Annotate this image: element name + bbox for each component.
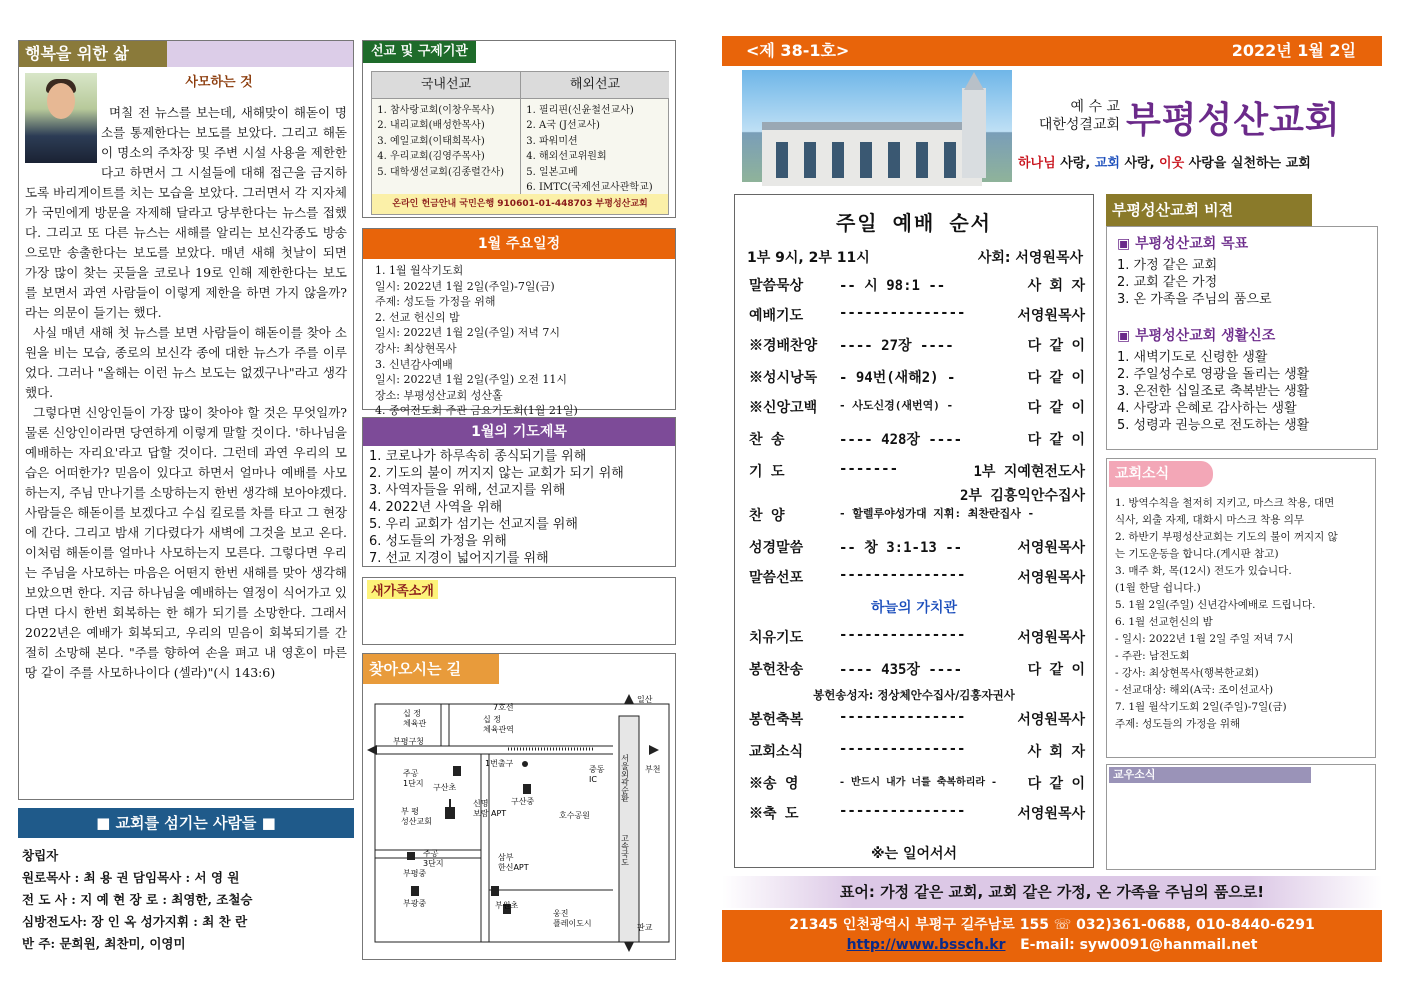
tower-shape (962, 88, 986, 178)
news-line: 1. 방역수칙을 철저히 지키고, 마스크 착용, 대면 (1115, 497, 1335, 509)
creed-item: 1. 새벽기도로 신령한 생활 (1117, 350, 1268, 365)
worship-item-detail: -- 시 98:1 -- (839, 278, 946, 294)
worship-item-detail: - 할렐루야성가대 지휘: 최찬란집사 - (839, 507, 1035, 520)
slogan-part: 사랑, (1055, 156, 1095, 171)
map-label-gucheong: 부평구청 (393, 737, 424, 746)
schedule-line: 일시: 2022년 1월 2일(주일) 저녁 7시 (375, 326, 561, 340)
map-label-bugwangjung: 부광중 (403, 899, 427, 908)
worship-row (749, 567, 1085, 591)
essay-header: 행복을 위한 삶 (19, 41, 173, 67)
new-family-header: 새가족소개 (367, 580, 438, 599)
schedule-line: 주제: 성도들 가정을 위해 (375, 295, 496, 309)
creed-title: ▣ 부평성산교회 생활신조 (1117, 328, 1276, 344)
map-label-juan1: 주공 1단지 (403, 769, 424, 788)
prayer-item: 1. 코로나가 하루속히 종식되기를 위해 (369, 449, 587, 464)
worship-item-leader: 서영원목사 (1017, 570, 1085, 586)
schedule-line: 3. 신년감사예배 (375, 357, 453, 371)
church-building-photo (742, 70, 1012, 182)
vision-header: 부평성산교회 비젼 (1106, 194, 1312, 226)
worship-item-label: 성경말씀 (749, 540, 804, 556)
worship-row (749, 773, 1085, 797)
worship-item-detail: - 사도신경(새번역) - (839, 399, 954, 412)
arrow-right-icon (649, 745, 659, 755)
worship-item-leader: 다 같 이 (1027, 662, 1085, 678)
staff-line: 원로목사 : 최 용 권 담임목사 : 서 영 원 (22, 870, 240, 885)
creed-list (1117, 349, 1309, 434)
issue-date: 2022년 1월 2일 (1231, 41, 1356, 60)
goal-item: 2. 교회 같은 가정 (1117, 275, 1218, 290)
worship-row (749, 627, 1085, 651)
news-line: - 주관: 남전도회 (1115, 650, 1190, 662)
offering-account: 온라인 헌금안내 국민은행 910601-01-448703 부평성산교회 (372, 194, 668, 214)
school-marker-icon (411, 886, 419, 896)
worship-item-label: ※축 도 (749, 806, 799, 822)
stand-note: ※는 일어서서 (870, 846, 958, 862)
map-label-gusanjung: 구산중 (511, 797, 535, 806)
overseas-column (520, 72, 669, 208)
worship-row (749, 275, 1085, 299)
worship-item-leader: 다 같 이 (1027, 400, 1085, 416)
worship-item-detail: -- 창 3:1-13 -- (839, 540, 963, 556)
issue-number: <제 38-1호> (746, 41, 850, 60)
prayer-header: 1월의 기도제목 (363, 418, 675, 446)
contact-line (722, 937, 1382, 953)
members-news-panel (1106, 764, 1376, 870)
creed-item: 3. 온전한 십일조로 축복받는 생활 (1117, 384, 1310, 399)
schedule-line: 강사: 최상현목사 (375, 341, 457, 355)
overseas-item: 3. 파워미션 (539, 134, 669, 149)
map-label-church: 부 평 성산교회 (401, 807, 432, 826)
map-label-exit1: 1번출구 (485, 759, 514, 768)
goal-list (1117, 257, 1272, 308)
address-bar (722, 910, 1382, 962)
essay-paragraph: 그렇다면 신앙인들이 가장 많이 찾아야 할 것은 무엇일까? 물론 신앙인이라면 당연하게 이렇게 말할 것이다. '하나님을 예배하는 자리요'라고 답할 것이다. 그런데 과연 우리의 모습은 어떠한가? 믿음이 있다고 하면서 얼마나 예배를 사모하는지, 주님 만나기를 소망하는지 한번 생각해 보아야겠다. 사람들은 해돋이를 보겠다고 수십 킬로를 차를 타고 그 현장에 간다. 그리고 밤새 기다렸다가 새벽에 그것을 보고 온다. 이처럼 해돋이를 얼마나 사모하는지 모른다. 그렇다면 우리는 주님을 사모하는 마음은 어떤지 한번 새해를 맞아 생각해 보았으면 한다. 지금 하나님을 예배하는 열정이 식어가고 있다면 다시 한번 회복하는 한 해가 되기를 소망한다. 그래서 2022년은 예배가 회복되고, 우리의 믿음이 회복되기를 간절히 소망해 본다. "주를 향하여 손을 펴고 내 영혼이 마른 땅 같이 주를 사모하나이다 (셀라)"(시 143:6) (25, 405, 347, 680)
mission-table (371, 71, 669, 215)
vision-panel (1106, 194, 1376, 450)
worship-row (749, 709, 1085, 733)
overseas-item: 1. 필리핀(신윤철선교사) (539, 103, 669, 118)
goal-title: ▣ 부평성산교회 목표 (1117, 236, 1249, 252)
new-family-panel (362, 577, 676, 645)
worship-times-row (747, 247, 1087, 267)
creed-item: 4. 사랑과 은혜로 감사하는 생활 (1117, 401, 1297, 416)
schedule-line: 2. 선교 헌신의 밤 (375, 310, 460, 324)
mission-panel (362, 40, 676, 218)
overseas-item: 6. IMTC(국제선교사관학교) (539, 180, 669, 195)
worship-item-leader: 서영원목사 (1017, 308, 1085, 324)
map-label-bupyeongjung: 부평중 (403, 869, 427, 878)
worship-item-label: 말씀선포 (749, 570, 804, 586)
news-list (1115, 495, 1373, 733)
map-label-singyeong: 신명 보람 APT (473, 799, 507, 818)
schedule-line: 장소: 부평성산교회 성산홀 (375, 388, 503, 402)
essay-paragraph: 사실 매년 새해 첫 뉴스를 보면 사람들이 해돋이를 찾아 소원을 비는 모습, 종로의 보신각 종에 대한 뉴스가 주를 이루었다. 그러나 "올해는 이런 뉴스 보도는 없겠구나"라고 생각했다. (25, 325, 347, 400)
mission-header: 선교 및 구제기관 (363, 41, 476, 63)
domestic-item: 4. 우리교회(김영주목사) (390, 149, 520, 164)
worship-item-label: 예배기도 (749, 308, 804, 324)
serve-header: ■ 교회를 섬기는 사람들 ■ (18, 808, 354, 838)
worship-item-label: 찬 양 (749, 508, 785, 524)
domestic-item: 5. 대학생선교회(김종렬간사) (390, 165, 520, 180)
map-label-bucheon: 부천 (645, 765, 661, 774)
worship-item-label: ※성시낭독 (749, 370, 818, 386)
news-line: 7. 1월 월삭기도회 2일(주일)-7일(금) (1115, 701, 1287, 713)
denomination-line: 예 수 교 (1070, 99, 1120, 115)
worship-item-leader: 서영원목사 (1017, 712, 1085, 728)
creed-item: 2. 주일성수로 영광을 돌리는 생활 (1117, 367, 1310, 382)
prayer-item: 2. 기도의 불이 꺼지지 않는 교회가 되기 위해 (369, 466, 624, 481)
sermon-title: 하늘의 가치관 (870, 600, 958, 616)
schedule-list (375, 263, 675, 419)
worship-item-label: 교회소식 (749, 744, 804, 760)
arrow-down-icon (624, 942, 634, 952)
motto-banner: 표어: 가정 같은 교회, 교회 같은 가정, 온 가족을 주님의 품으로! (722, 876, 1382, 908)
map-label-ic: 중동 IC (589, 765, 605, 784)
map-label-line7: 7호선 (493, 703, 514, 712)
worship-item-detail: --------------- (839, 305, 966, 321)
schedule-line: 일시: 2022년 1월 2일(주일)-7일(금) (375, 279, 555, 293)
news-line: 3. 매주 화, 목(12시) 전도가 있습니다. (1115, 565, 1292, 577)
worship-item-detail: ---- 435장 ---- (839, 662, 963, 678)
staff-line: 전 도 사 : 지 예 현 장 로 : 최영한, 조철승 (22, 892, 253, 907)
staff-line: 심방전도사: 장 인 옥 성가지휘 : 최 찬 란 (22, 914, 248, 929)
domestic-item: 1. 참사랑교회(이창우목사) (390, 103, 520, 118)
steeple-shape (964, 72, 984, 90)
news-line: 는 기도운동을 합니다.(게시판 참고) (1115, 548, 1279, 560)
worship-presider: 사회: 서영원목사 (977, 250, 1083, 266)
prayer-item: 4. 2022년 사역을 위해 (369, 500, 503, 515)
map-label-sambu: 삼부 한신APT (498, 853, 529, 872)
news-line: - 일시: 2022년 1월 2일 주일 저녁 7시 (1115, 633, 1294, 645)
news-header: 교회소식 (1109, 461, 1213, 487)
station-exit-icon (522, 761, 528, 767)
worship-row (749, 537, 1085, 561)
worship-order-title: 주일 예배 순서 (835, 211, 992, 235)
map-label-buwoncho: 부원초 (495, 901, 519, 910)
worship-item-leader: 사 회 자 (1027, 278, 1085, 294)
goal-item: 3. 온 가족을 주님의 품으로 (1117, 292, 1272, 307)
map-label-highway: 고속국도 (620, 834, 630, 866)
arrow-up-icon (624, 694, 634, 704)
map-label-pangyo: 판교 (637, 923, 653, 932)
school-marker-icon (523, 784, 531, 794)
worship-item-leader: 서영원목사 (1017, 630, 1085, 646)
offering-singers: 봉헌송성자: 정상체안수집사/김홍자권사 (813, 688, 1015, 702)
staff-line: 반 주: 문희원, 최찬미, 이영미 (22, 936, 186, 951)
worship-item-leader: 다 같 이 (1027, 370, 1085, 386)
issue-bar (722, 36, 1382, 66)
building-shape (762, 122, 982, 186)
worship-row (749, 659, 1085, 683)
email-text: E-mail: syw0091@hanmail.net (1020, 937, 1258, 953)
map-label-juan3: 주공 3단지 (423, 849, 444, 868)
domestic-column (372, 72, 520, 208)
worship-item-detail: --------------- (839, 741, 966, 757)
denomination-line: 대한성결교회 (1038, 117, 1120, 133)
worship-item-label: 말씀묵상 (749, 278, 804, 294)
map-label-stadium: 십 정 체육관 (403, 709, 427, 728)
map-label-ilsan: 일산 (637, 695, 653, 704)
prayer-item: 5. 우리 교회가 섬기는 선교지를 위해 (369, 517, 578, 532)
worship-item-detail: ---- 27장 ---- (839, 338, 954, 354)
worship-item-label: ※신앙고백 (749, 400, 818, 416)
essay-body (25, 103, 347, 683)
overseas-item: 2. A국 (J선교사) (539, 118, 669, 133)
worship-item-leader: 다 같 이 (1027, 776, 1085, 792)
address-line: 21345 인천광역시 부평구 길주남로 155 ☏ 032)361-0688, 010-8440-6291 (789, 917, 1315, 933)
worship-item-label: 기 도 (749, 464, 785, 480)
worship-item-leader: 사 회 자 (1027, 744, 1085, 760)
worship-item-leader: 다 같 이 (1027, 338, 1085, 354)
news-line: 식사, 외출 자제, 대화시 마스크 착용 의무 (1115, 514, 1304, 526)
staff-line: 창립자 (22, 848, 59, 863)
news-line: 2. 하반기 부평성산교회는 기도의 불이 꺼지지 않 (1115, 531, 1338, 543)
worship-row (749, 741, 1085, 765)
slogan-part: 사랑을 실천하는 교회 (1184, 156, 1311, 171)
photo-spacer (25, 103, 101, 165)
school-marker-icon (453, 766, 461, 776)
denomination (1020, 98, 1120, 134)
goal-item: 1. 가정 같은 교회 (1117, 258, 1218, 273)
worship-item-detail: - 반드시 내가 너를 축복하리라 - (839, 777, 998, 788)
church-news-panel (1106, 458, 1376, 758)
essay-header-band (167, 41, 353, 67)
worship-item-leader: 서영원목사 (1017, 540, 1085, 556)
map-panel (362, 653, 676, 960)
map-header: 찾아오시는 길 (363, 654, 499, 684)
worship-times: 1부 9시, 2부 11시 (747, 250, 870, 266)
news-line: (1월 한달 쉽니다.) (1115, 582, 1201, 594)
overseas-item: 5. 일본고베 (539, 165, 669, 180)
worship-row (749, 335, 1085, 359)
overseas-title: 해외선교 (521, 72, 669, 99)
news-line: 주제: 성도들의 가정을 위해 (1115, 718, 1241, 730)
domestic-title: 국내선교 (372, 72, 520, 99)
worship-item-detail: --------------- (839, 627, 966, 643)
highway-road (619, 716, 639, 942)
map-label-station: 십 정 체육관역 (483, 715, 514, 734)
worship-row (749, 397, 1085, 421)
worship-item-label: 봉헌찬송 (749, 662, 804, 678)
prayer-item: 7. 선교 지경이 넓어지기를 위해 (369, 551, 549, 566)
worship-item-leader: 다 같 이 (1027, 432, 1085, 448)
worship-item-label: 봉헌축복 (749, 712, 804, 728)
worship-row (749, 305, 1085, 329)
map-label-ring: 서울외곽순환 (620, 754, 630, 802)
church-name: 부평성산교회 (1126, 100, 1341, 141)
church-marker-icon (445, 807, 455, 819)
domestic-item: 3. 예일교회(이태희목사) (390, 134, 520, 149)
school-marker-icon (491, 886, 499, 896)
prayer-item: 3. 사역자들을 위해, 선교지를 위해 (369, 483, 566, 498)
worship-item-leader: 서영원목사 (1017, 806, 1085, 822)
worship-item-label: 치유기도 (749, 630, 804, 646)
vision-body (1106, 226, 1378, 450)
worship-item-detail: - 94번(새해2) - (839, 370, 956, 386)
arrow-left-icon (367, 745, 377, 755)
slogan-part: 사랑, (1119, 156, 1160, 171)
schedule-line: 1. 1월 월삭기도회 (375, 264, 464, 277)
map-label-ungjin: 웅진 플레이도시 (553, 909, 592, 928)
website-link[interactable]: http://www.bssch.kr (846, 937, 1006, 953)
worship-item-detail: --------------- (839, 709, 966, 725)
essay-paragraph: 며칠 전 뉴스를 보는데, 새해맞이 해돋이 명소를 통제한다는 보도를 보았다. 그리고 해돋이 명소의 주차장 및 주변 시설 사용을 제한한다고 하면서 그 시설들에 대해 접근을 금지하도록 바리게이트를 치는 모습을 보았다. 그러면서 각 지자체가 국민에게 방문을 자제해 달라고 당부한다는 뉴스를 접했다. 그리고 또 다른 뉴스는 새해를 알리는 보신각종도 방송으로만 송출한다는 보도를 보았다. 매년 새해 첫날이 되면 가장 많이 찾는 곳들을 코로나 19로 인해 제한한다는 보도를 보면서 과연 사람들이 이렇게 제한을 하면 가지 않을까? 라는 의문이 들기는 했다. (25, 105, 347, 320)
worship-item-leader: 1부 지예현전도사 (973, 464, 1085, 480)
church-slogan (1018, 152, 1311, 171)
members-header: 교우소식 (1109, 767, 1311, 783)
worship-row (749, 367, 1085, 391)
worship-order-panel (734, 194, 1094, 868)
directions-map (363, 654, 675, 959)
slogan-part: 이웃 (1159, 156, 1185, 171)
essay-title: 사모하는 것 (185, 75, 253, 90)
worship-item-detail: --------------- (839, 803, 966, 819)
schedule-line: 4. 종여전도회 주관 금요기도회(1월 21일) (375, 404, 578, 418)
prayer-panel (362, 417, 676, 567)
overseas-item: 4. 해외선교위원회 (539, 149, 669, 164)
news-line: - 선교대상: 해외(A국: 조이선교사) (1115, 684, 1274, 696)
worship-row (749, 505, 1085, 529)
schedule-line: 일시: 2022년 1월 2일(주일) 오전 11시 (375, 373, 568, 387)
domestic-item: 2. 내리교회(배성한목사) (390, 118, 520, 133)
school-marker-icon (407, 852, 415, 860)
slogan-part: 하나님 (1018, 156, 1056, 171)
worship-item-label: ※경배찬양 (749, 338, 818, 354)
news-line: 5. 1월 2일(주일) 신년감사예배로 드립니다. (1115, 599, 1316, 611)
worship-row (749, 803, 1085, 827)
staff-list (22, 845, 358, 955)
worship-item-detail: --------------- (839, 567, 966, 583)
prayer-item: 6. 성도들의 가정을 위해 (369, 534, 507, 549)
schedule-panel (362, 228, 676, 418)
creed-item: 5. 성령과 권능으로 전도하는 생활 (1117, 418, 1310, 433)
worship-row (749, 429, 1085, 453)
worship-item-label: 찬 송 (749, 432, 785, 448)
essay-panel (18, 40, 354, 800)
worship-item-leader: 2부 김흥익안수집사 (959, 488, 1085, 504)
map-label-gusancho: 구산초 (433, 783, 457, 792)
worship-row (749, 461, 1085, 485)
worship-item-label: ※송 영 (749, 776, 799, 792)
map-label-hosu: 호수공원 (559, 811, 590, 820)
schedule-header: 1월 주요일정 (363, 229, 675, 259)
worship-item-detail: ---- 428장 ---- (839, 432, 963, 448)
prayer-list (369, 448, 624, 567)
slogan-part: 교회 (1094, 156, 1120, 171)
worship-item-detail: ------- (839, 461, 899, 477)
news-line: - 강사: 최상현목사(행복한교회) (1115, 667, 1259, 679)
news-line: 6. 1월 선교헌신의 밤 (1115, 616, 1213, 628)
